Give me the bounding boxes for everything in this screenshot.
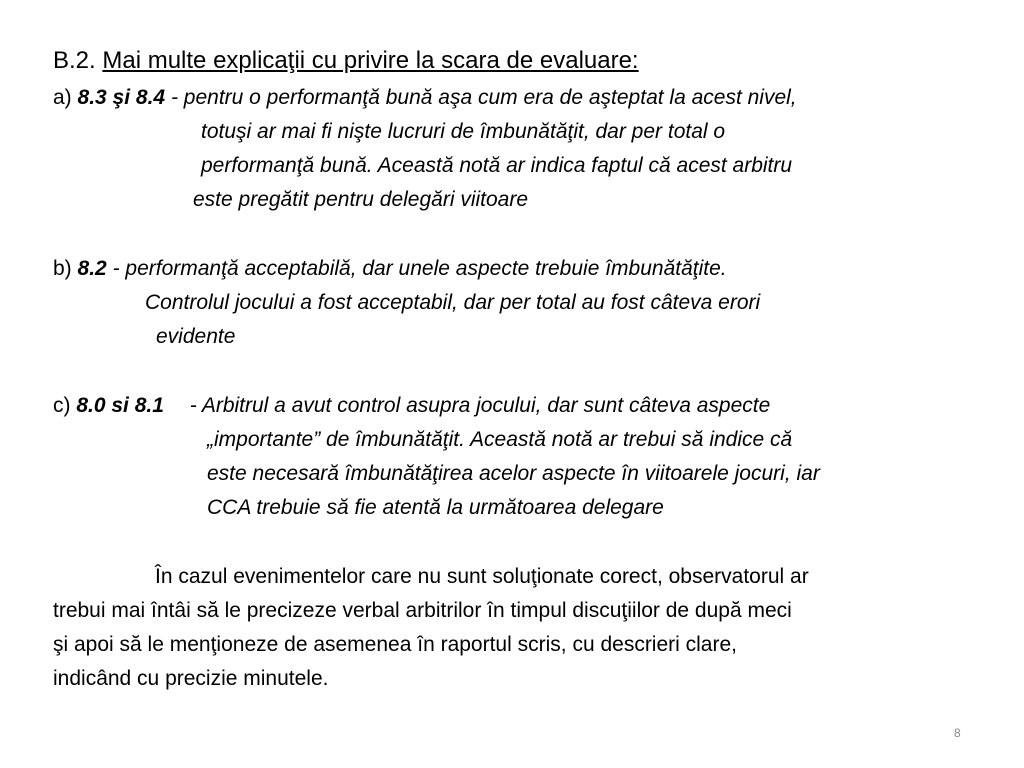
section-heading bbox=[53, 46, 639, 76]
item-text: - pentru o performanţă bună aşa cum era de aşteptat la acest nivel, bbox=[170, 86, 797, 109]
item-c-line: este necesară îmbunătăţirea acelor aspecte în viitoarele jocuri, iar bbox=[207, 462, 820, 485]
item-letter: a) bbox=[53, 86, 72, 109]
paragraph-line: trebui mai întâi să le precizeze verbal arbitrilor în timpul discuţiilor de după meci bbox=[53, 599, 792, 622]
item-b-first-line bbox=[53, 255, 727, 283]
item-letter: c) bbox=[53, 394, 71, 417]
section-number: B.2. bbox=[53, 47, 96, 74]
paragraph-line: şi apoi să le menţioneze de asemenea în raportul scris, cu descrieri clare, bbox=[53, 633, 737, 656]
item-letter: b) bbox=[53, 257, 72, 280]
item-c-line: CCA trebuie să fie atentă la următoarea delegare bbox=[207, 496, 664, 519]
item-a-line: performanţă bună. Această notă ar indica faptul că acest arbitru bbox=[201, 154, 793, 177]
item-c-first-line bbox=[53, 392, 770, 420]
item-grade: 8.3 şi 8.4 bbox=[77, 86, 166, 109]
item-a-line: totuşi ar mai fi nişte lucruri de îmbunătăţit, dar per total o bbox=[201, 120, 726, 143]
paragraph-line: indicând cu precizie minutele. bbox=[53, 667, 329, 690]
item-a-line: este pregătit pentru delegări viitoare bbox=[193, 188, 529, 211]
item-grade: 8.2 bbox=[77, 257, 107, 280]
item-b-line: evidente bbox=[156, 325, 236, 348]
item-grade: 8.0 si 8.1 bbox=[76, 394, 164, 417]
page-number: 8 bbox=[954, 726, 961, 740]
section-title: Mai multe explicaţii cu privire la scara de evaluare: bbox=[102, 47, 639, 74]
item-text: - performanţă acceptabilă, dar unele aspecte trebuie îmbunătăţite. bbox=[112, 257, 727, 280]
item-a-first-line bbox=[53, 84, 797, 112]
item-b-line: Controlul jocului a fost acceptabil, dar per total au fost câteva erori bbox=[145, 291, 761, 314]
item-c-line: „importante” de îmbunătăţit. Această notă ar trebui să indice că bbox=[207, 428, 793, 451]
paragraph-line: În cazul evenimentelor care nu sunt soluţionate corect, observatorul ar bbox=[155, 565, 809, 588]
item-text: - Arbitrul a avut control asupra jocului, dar sunt câteva aspecte bbox=[189, 394, 771, 417]
